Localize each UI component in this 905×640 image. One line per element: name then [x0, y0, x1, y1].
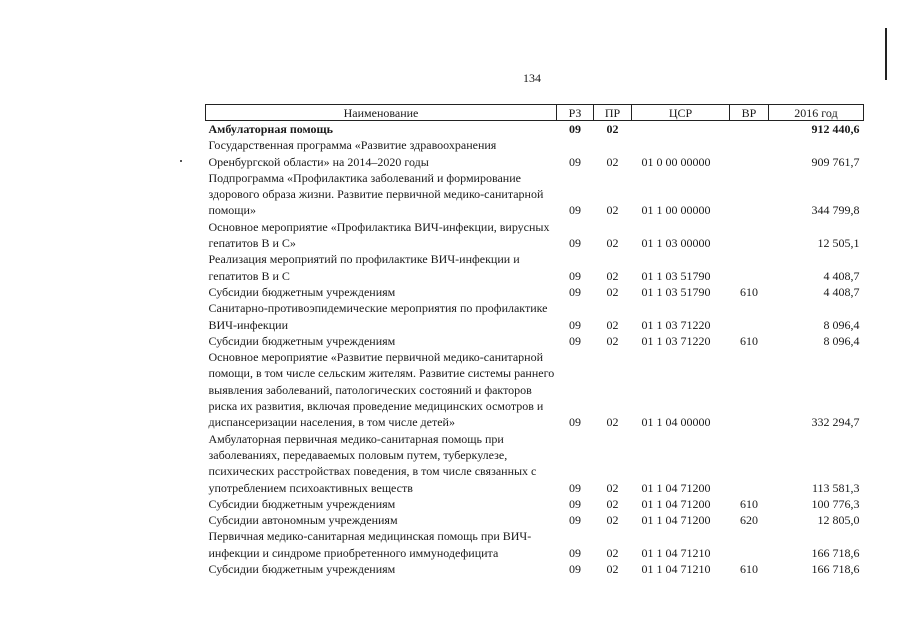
cell-vr: 610 — [740, 333, 758, 348]
table-row — [206, 512, 864, 528]
cell-pr: 02 — [606, 284, 619, 299]
cell-name: Субсидии бюджетным учреждениям — [208, 496, 396, 511]
cell-pr: 02 — [606, 496, 619, 511]
cell-vr — [730, 251, 769, 284]
cell-name: Субсидии автономным учреждениям — [208, 513, 398, 528]
cell-rz: 09 — [569, 545, 581, 560]
cell-vr — [730, 219, 769, 252]
table-row — [206, 121, 864, 138]
cell-name: Субсидии бюджетным учреждениям — [208, 333, 396, 348]
cell-rz: 09 — [569, 154, 581, 169]
cell-rz: 09 — [569, 513, 581, 528]
cell-pr: 02 — [606, 268, 619, 283]
cell-rz: 09 — [569, 268, 581, 283]
cell-pr: 02 — [606, 317, 619, 332]
cell-pr: 02 — [606, 562, 619, 577]
table-row — [206, 251, 864, 284]
cell-rz: 09 — [569, 496, 581, 511]
cell-vr: 610 — [740, 562, 758, 577]
cell-name: Субсидии бюджетным учреждениям — [208, 562, 396, 577]
cell-csr: 01 1 04 71200 — [641, 480, 711, 495]
header-year: 2016 год — [769, 105, 864, 121]
cell-csr: 01 1 03 00000 — [641, 236, 711, 251]
cell-sum: 8 096,4 — [823, 317, 860, 332]
cell-csr: 01 1 04 71210 — [641, 545, 711, 560]
table-header — [206, 105, 864, 121]
header-rz: РЗ — [557, 105, 594, 121]
cell-rz: 09 — [569, 562, 581, 577]
cell-vr — [730, 431, 769, 496]
cell-sum: 909 761,7 — [811, 154, 860, 169]
cell-csr: 01 1 03 51790 — [641, 268, 711, 283]
cell-rz: 09 — [569, 317, 581, 332]
cell-vr — [730, 528, 769, 561]
cell-sum: 8 096,4 — [823, 333, 860, 348]
table-row — [206, 219, 864, 252]
cell-vr: 620 — [740, 513, 758, 528]
header-vr: ВР — [730, 105, 769, 121]
cell-sum: 166 718,6 — [811, 545, 860, 560]
cell-csr — [632, 121, 730, 138]
cell-vr: 610 — [740, 284, 758, 299]
scan-speck — [180, 160, 182, 162]
header-pr: ПР — [594, 105, 632, 121]
cell-pr: 02 — [606, 122, 619, 136]
cell-pr: 02 — [606, 480, 619, 495]
cell-vr — [730, 349, 769, 430]
cell-pr: 02 — [606, 236, 619, 251]
cell-sum: 332 294,7 — [811, 415, 860, 430]
cell-name: Государственная программа «Развитие здравоохранения Оренбургской области» на 2014–2020 годы — [208, 138, 497, 169]
header-row — [206, 105, 864, 121]
cell-sum: 912 440,6 — [811, 122, 860, 136]
cell-name: Реализация мероприятий по профилактике ВИЧ-инфекции и гепатитов В и С — [208, 252, 520, 283]
cell-rz: 09 — [569, 480, 581, 495]
cell-sum: 4 408,7 — [823, 268, 860, 283]
cell-vr — [730, 137, 769, 170]
table-row — [206, 528, 864, 561]
cell-csr: 01 1 03 71220 — [641, 317, 711, 332]
cell-csr: 01 1 03 71220 — [641, 333, 711, 348]
cell-name: Субсидии бюджетным учреждениям — [208, 284, 396, 299]
cell-sum: 166 718,6 — [811, 562, 860, 577]
table-row — [206, 170, 864, 219]
cell-name: Первичная медико-санитарная медицинская помощь при ВИЧ-инфекции и синдроме приобретенного иммунодефицита — [208, 529, 532, 560]
cell-vr: 610 — [740, 496, 758, 511]
header-name: Наименование — [206, 105, 557, 121]
cell-vr — [730, 300, 769, 333]
table-row — [206, 333, 864, 349]
cell-pr: 02 — [606, 415, 619, 430]
table-row — [206, 349, 864, 430]
cell-pr: 02 — [606, 154, 619, 169]
cell-rz: 09 — [569, 203, 581, 218]
cell-name: Амбулаторная помощь — [208, 122, 333, 136]
table-body — [206, 121, 864, 578]
cell-sum: 344 799,8 — [811, 203, 860, 218]
budget-table — [205, 104, 864, 577]
cell-rz: 09 — [569, 284, 581, 299]
cell-rz: 09 — [569, 122, 581, 136]
table-row — [206, 561, 864, 577]
cell-vr — [730, 121, 769, 138]
scan-edge-mark — [885, 28, 887, 80]
cell-pr: 02 — [606, 333, 619, 348]
cell-name: Подпрограмма «Профилактика заболеваний и формирование здорового образа жизни. Развитие первичной медико-санитарной помощи» — [208, 170, 544, 218]
cell-csr: 01 1 04 71200 — [641, 496, 711, 511]
cell-pr: 02 — [606, 203, 619, 218]
cell-csr: 01 0 00 00000 — [641, 154, 711, 169]
cell-sum: 100 776,3 — [811, 496, 860, 511]
cell-sum: 12 805,0 — [817, 513, 860, 528]
cell-pr: 02 — [606, 545, 619, 560]
cell-sum: 113 581,3 — [811, 480, 860, 495]
cell-name: Основное мероприятие «Развитие первичной медико-санитарной помощи, в том числе сельским жителям. Развитие системы раннего выявления заболеваний, патологических состояний и факторов риска их развития, включая проведение медицинских осмотров и диспансеризации населения, в том числе детей» — [208, 350, 555, 430]
table-row — [206, 137, 864, 170]
cell-rz: 09 — [569, 333, 581, 348]
cell-csr: 01 1 00 00000 — [641, 203, 711, 218]
cell-csr: 01 1 03 51790 — [641, 284, 711, 299]
cell-rz: 09 — [569, 236, 581, 251]
cell-csr: 01 1 04 71200 — [641, 513, 711, 528]
cell-sum: 4 408,7 — [823, 284, 860, 299]
table-row — [206, 300, 864, 333]
cell-name: Основное мероприятие «Профилактика ВИЧ-инфекции, вирусных гепатитов В и С» — [208, 219, 550, 251]
header-csr: ЦСР — [632, 105, 730, 121]
cell-name: Амбулаторная первичная медико-санитарная помощь при заболеваниях, передаваемых половым путем, туберкулезе, психических расстройствах поведения, в том числе связанных с употреблением психоактивных веществ — [208, 431, 537, 495]
cell-csr: 01 1 04 71210 — [641, 562, 711, 577]
page-number: 134 — [523, 71, 541, 85]
table-row — [206, 284, 864, 300]
table-row — [206, 496, 864, 512]
table-row — [206, 431, 864, 496]
cell-sum: 12 505,1 — [817, 236, 860, 251]
cell-pr: 02 — [606, 513, 619, 528]
cell-csr: 01 1 04 00000 — [641, 415, 711, 430]
cell-name: Санитарно-противоэпидемические мероприятия по профилактике ВИЧ-инфекции — [208, 301, 548, 332]
cell-vr — [730, 170, 769, 219]
cell-rz: 09 — [569, 415, 581, 430]
